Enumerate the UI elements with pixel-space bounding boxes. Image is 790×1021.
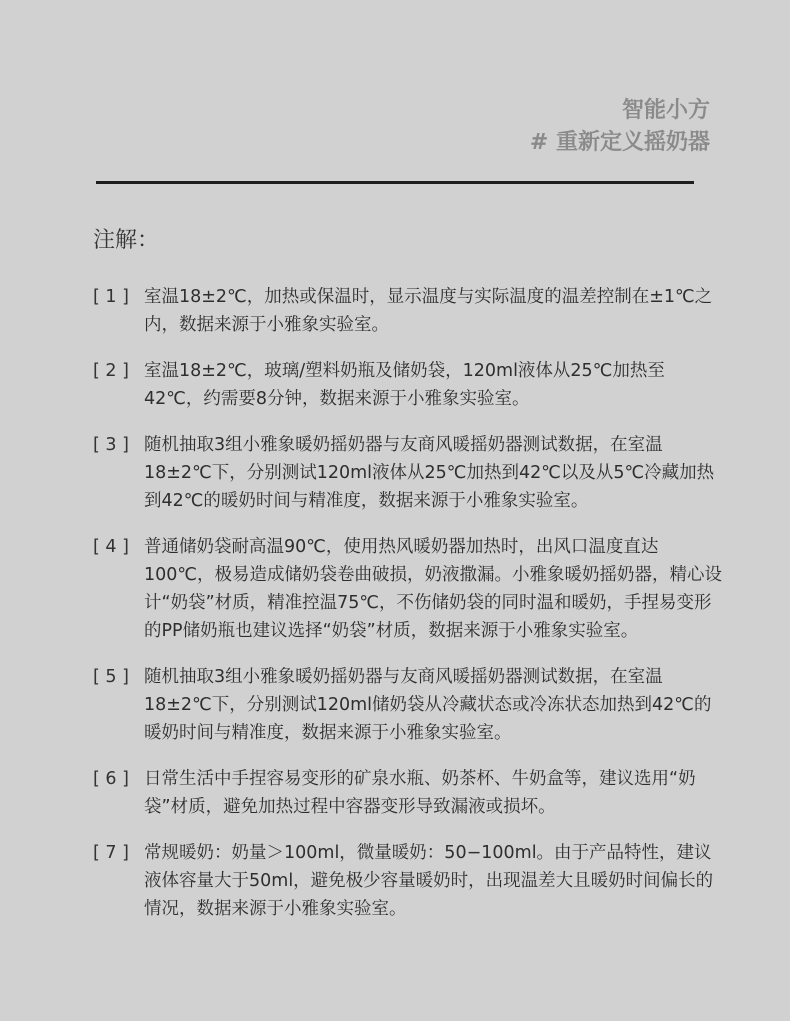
note-number: [ 5 ] [93,667,129,687]
brand-subtitle: # 重新定义摇奶器 [529,130,710,155]
note-text: 室温18±2℃，玻璃/塑料奶瓶及储奶袋，120ml液体从25℃加热至42℃，约需要8分钟，数据来源于小雅象实验室。 [144,361,665,409]
note-number: [ 4 ] [93,537,129,557]
notes-list [93,283,733,941]
note-item-3 [93,431,733,515]
brand-block [530,96,710,158]
note-number: [ 6 ] [93,769,129,789]
note-item-4 [93,533,733,645]
note-item-2 [93,357,733,413]
notes-title: 注解： [93,228,160,253]
note-text: 室温18±2℃，加热或保温时，显示温度与实际温度的温差控制在±1℃之内，数据来源于小雅象实验室。 [144,287,713,335]
note-text: 普通储奶袋耐高温90℃，使用热风暖奶器加热时，出风口温度直达100℃，极易造成储奶袋卷曲破损，奶液撒漏。小雅象暖奶摇奶器，精心设计“奶袋”材质，精准控温75℃，不伤储奶袋的同时温和暖奶，手捏易变形的PP储奶瓶也建议选择“奶袋”材质，数据来源于小雅象实验室。 [144,537,723,641]
note-text: 随机抽取3组小雅象暖奶摇奶器与友商风暖摇奶器测试数据，在室温18±2℃下，分别测试120ml液体从25℃加热到42℃以及从5℃冷藏加热到42℃的暖奶时间与精准度，数据来源于小雅象实验室。 [144,435,715,511]
note-item-6 [93,765,733,821]
note-number: [ 2 ] [93,361,129,381]
note-item-1 [93,283,733,339]
note-text: 常规暖奶：奶量＞100ml，微量暖奶：50−100ml。由于产品特性，建议液体容量大于50ml，避免极少容量暖奶时，出现温差大且暖奶时间偏长的情况，数据来源于小雅象实验室。 [144,843,714,919]
note-number: [ 1 ] [93,287,129,307]
note-item-5 [93,663,733,747]
brand-title: 智能小方 [621,98,710,123]
note-number: [ 7 ] [93,843,129,863]
note-text: 随机抽取3组小雅象暖奶摇奶器与友商风暖摇奶器测试数据，在室温18±2℃下，分别测试120ml储奶袋从冷藏状态或冷冻状态加热到42℃的暖奶时间与精准度，数据来源于小雅象实验室。 [144,667,712,743]
divider-rule [96,181,694,184]
note-item-7 [93,839,733,923]
note-text: 日常生活中手捏容易变形的矿泉水瓶、奶茶杯、牛奶盒等，建议选用“奶袋”材质，避免加热过程中容器变形导致漏液或损坏。 [144,769,696,817]
note-number: [ 3 ] [93,435,129,455]
